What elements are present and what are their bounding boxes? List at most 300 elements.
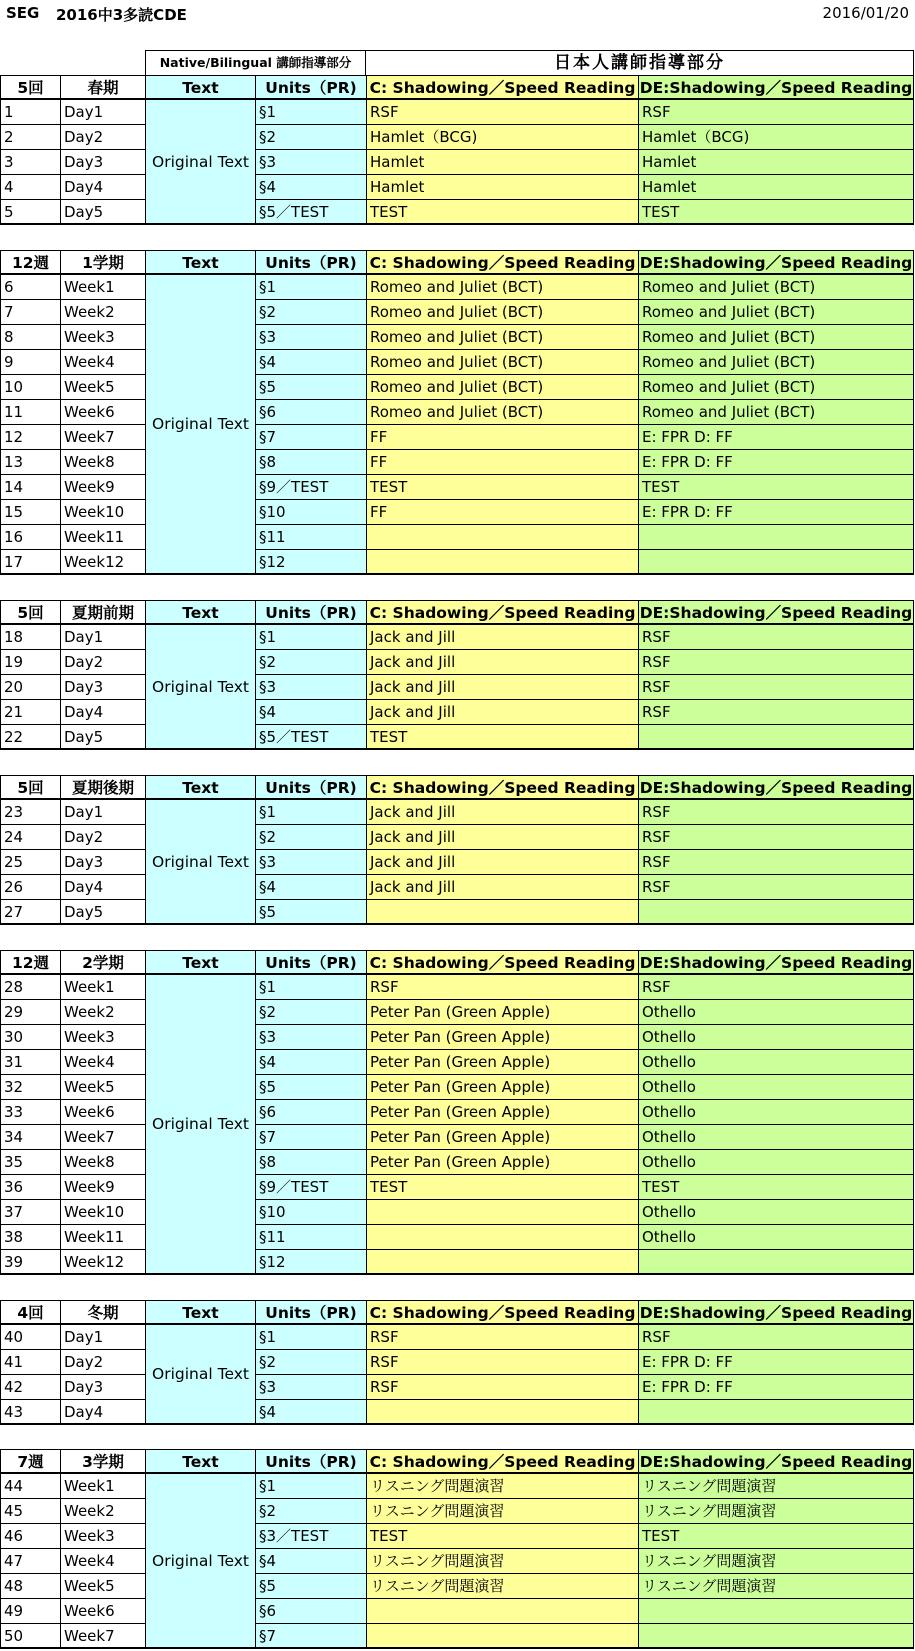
row-number: 4	[0, 175, 60, 200]
row-number: 25	[0, 850, 60, 875]
row-number: 17	[0, 550, 60, 575]
row-de-material: RSF	[638, 100, 914, 125]
column-header-c: C: Shadowing／Speed Reading	[366, 600, 638, 625]
row-unit: §5／TEST	[255, 725, 366, 750]
row-unit: §5	[255, 1574, 366, 1599]
row-number: 16	[0, 525, 60, 550]
row-unit: §2	[255, 300, 366, 325]
row-session: Week1	[60, 975, 145, 1000]
section-term: 夏期後期	[60, 775, 145, 800]
row-session: Week9	[60, 1175, 145, 1200]
original-text-cell: Original Text	[145, 800, 255, 925]
row-number: 12	[0, 425, 60, 450]
column-header-units: Units（PR)	[255, 250, 366, 275]
row-session: Week12	[60, 550, 145, 575]
row-c-material: リスニング問題演習	[366, 1499, 638, 1524]
column-header-text: Text	[145, 1449, 255, 1474]
row-number: 48	[0, 1574, 60, 1599]
row-de-material: RSF	[638, 625, 914, 650]
row-de-material: Hamlet	[638, 150, 914, 175]
row-unit: §4	[255, 175, 366, 200]
row-number: 5	[0, 200, 60, 225]
row-c-material: Jack and Jill	[366, 625, 638, 650]
row-c-material: Romeo and Juliet (BCT)	[366, 375, 638, 400]
row-c-material: Jack and Jill	[366, 800, 638, 825]
column-header-de: DE:Shadowing／Speed Reading	[638, 775, 914, 800]
column-header-c: C: Shadowing／Speed Reading	[366, 75, 638, 100]
row-number: 15	[0, 500, 60, 525]
row-de-material: リスニング問題演習	[638, 1574, 914, 1599]
row-unit: §6	[255, 1599, 366, 1624]
row-unit: §1	[255, 625, 366, 650]
row-session: Week10	[60, 500, 145, 525]
row-session: Day3	[60, 850, 145, 875]
row-number: 11	[0, 400, 60, 425]
row-unit: §1	[255, 100, 366, 125]
row-number: 30	[0, 1025, 60, 1050]
row-session: Week5	[60, 1574, 145, 1599]
row-de-material	[638, 525, 914, 550]
row-number: 22	[0, 725, 60, 750]
original-text-cell: Original Text	[145, 275, 255, 575]
row-number: 37	[0, 1200, 60, 1225]
row-session: Day3	[60, 1375, 145, 1400]
org-label: SEG	[6, 4, 40, 22]
original-text-cell: Original Text	[145, 1325, 255, 1425]
row-c-material: リスニング問題演習	[366, 1549, 638, 1574]
row-unit: §11	[255, 1225, 366, 1250]
section-term: 春期	[60, 75, 145, 100]
sheet-date: 2016/01/20	[822, 4, 909, 22]
row-number: 41	[0, 1350, 60, 1375]
row-session: Day4	[60, 175, 145, 200]
row-unit: §9／TEST	[255, 1175, 366, 1200]
row-c-material	[366, 900, 638, 925]
row-unit: §3	[255, 850, 366, 875]
row-number: 40	[0, 1325, 60, 1350]
row-c-material: Peter Pan (Green Apple)	[366, 1075, 638, 1100]
row-c-material: FF	[366, 500, 638, 525]
row-c-material	[366, 525, 638, 550]
row-c-material	[366, 1599, 638, 1624]
row-unit: §8	[255, 450, 366, 475]
row-c-material: RSF	[366, 975, 638, 1000]
row-number: 38	[0, 1225, 60, 1250]
row-number: 36	[0, 1175, 60, 1200]
row-session: Day1	[60, 100, 145, 125]
row-de-material: Othello	[638, 1025, 914, 1050]
row-session: Day5	[60, 725, 145, 750]
row-unit: §7	[255, 1624, 366, 1649]
row-number: 32	[0, 1075, 60, 1100]
row-session: Day1	[60, 1325, 145, 1350]
row-session: Week3	[60, 1025, 145, 1050]
column-header-c: C: Shadowing／Speed Reading	[366, 1449, 638, 1474]
row-de-material: RSF	[638, 975, 914, 1000]
row-session: Week8	[60, 450, 145, 475]
japanese-instructor-label: 日本人講師指導部分	[366, 50, 914, 75]
row-session: Day3	[60, 675, 145, 700]
row-session: Week8	[60, 1150, 145, 1175]
row-number: 49	[0, 1599, 60, 1624]
row-c-material: RSF	[366, 1325, 638, 1350]
row-session: Week7	[60, 1125, 145, 1150]
row-c-material: Peter Pan (Green Apple)	[366, 1125, 638, 1150]
row-session: Week4	[60, 1050, 145, 1075]
row-session: Week2	[60, 1499, 145, 1524]
row-session: Week5	[60, 375, 145, 400]
row-c-material: Jack and Jill	[366, 675, 638, 700]
column-header-units: Units（PR)	[255, 775, 366, 800]
row-number: 13	[0, 450, 60, 475]
row-unit: §3	[255, 325, 366, 350]
row-de-material	[638, 900, 914, 925]
row-c-material: Romeo and Juliet (BCT)	[366, 350, 638, 375]
row-de-material: Hamlet（BCG)	[638, 125, 914, 150]
row-number: 14	[0, 475, 60, 500]
row-de-material: RSF	[638, 675, 914, 700]
row-c-material	[366, 1225, 638, 1250]
row-de-material: リスニング問題演習	[638, 1499, 914, 1524]
row-c-material	[366, 1624, 638, 1649]
row-de-material: Romeo and Juliet (BCT)	[638, 400, 914, 425]
column-header-units: Units（PR)	[255, 75, 366, 100]
row-c-material: Hamlet	[366, 150, 638, 175]
row-number: 42	[0, 1375, 60, 1400]
column-header-c: C: Shadowing／Speed Reading	[366, 1300, 638, 1325]
row-de-material: E: FPR D: FF	[638, 1350, 914, 1375]
row-number: 20	[0, 675, 60, 700]
row-de-material: Othello	[638, 1150, 914, 1175]
row-number: 6	[0, 275, 60, 300]
row-de-material: Othello	[638, 1125, 914, 1150]
row-de-material: E: FPR D: FF	[638, 1375, 914, 1400]
column-header-de: DE:Shadowing／Speed Reading	[638, 75, 914, 100]
row-unit: §10	[255, 1200, 366, 1225]
row-session: Week12	[60, 1250, 145, 1275]
row-c-material: Hamlet（BCG)	[366, 125, 638, 150]
column-header-text: Text	[145, 950, 255, 975]
row-number: 7	[0, 300, 60, 325]
row-c-material: Romeo and Juliet (BCT)	[366, 300, 638, 325]
row-number: 28	[0, 975, 60, 1000]
row-unit: §1	[255, 975, 366, 1000]
row-unit: §4	[255, 875, 366, 900]
row-de-material	[638, 1599, 914, 1624]
row-session: Week11	[60, 525, 145, 550]
row-session: Day1	[60, 800, 145, 825]
row-unit: §4	[255, 1400, 366, 1425]
row-c-material: Jack and Jill	[366, 650, 638, 675]
row-number: 35	[0, 1150, 60, 1175]
row-de-material: Romeo and Juliet (BCT)	[638, 325, 914, 350]
row-unit: §5	[255, 900, 366, 925]
row-number: 21	[0, 700, 60, 725]
row-de-material	[638, 725, 914, 750]
row-unit: §4	[255, 700, 366, 725]
row-number: 45	[0, 1499, 60, 1524]
row-session: Week9	[60, 475, 145, 500]
row-unit: §9／TEST	[255, 475, 366, 500]
row-de-material: TEST	[638, 1524, 914, 1549]
row-session: Day2	[60, 1350, 145, 1375]
row-session: Week2	[60, 300, 145, 325]
row-number: 9	[0, 350, 60, 375]
row-de-material: Othello	[638, 1225, 914, 1250]
row-de-material	[638, 1400, 914, 1425]
section-term: 1学期	[60, 250, 145, 275]
row-c-material: Jack and Jill	[366, 700, 638, 725]
row-session: Day2	[60, 825, 145, 850]
row-unit: §2	[255, 1499, 366, 1524]
row-session: Week2	[60, 1000, 145, 1025]
row-de-material: TEST	[638, 1175, 914, 1200]
row-session: Day4	[60, 700, 145, 725]
row-c-material: Peter Pan (Green Apple)	[366, 1025, 638, 1050]
row-unit: §1	[255, 800, 366, 825]
row-unit: §6	[255, 1100, 366, 1125]
section-count: 5回	[0, 600, 60, 625]
row-c-material: Jack and Jill	[366, 850, 638, 875]
row-de-material: TEST	[638, 200, 914, 225]
row-de-material: Romeo and Juliet (BCT)	[638, 375, 914, 400]
row-unit: §5／TEST	[255, 200, 366, 225]
row-c-material: Jack and Jill	[366, 825, 638, 850]
native-instructor-label: Native/Bilingual 講師指導部分	[145, 50, 366, 75]
row-c-material: TEST	[366, 725, 638, 750]
column-header-text: Text	[145, 75, 255, 100]
row-c-material: FF	[366, 450, 638, 475]
row-number: 18	[0, 625, 60, 650]
column-header-text: Text	[145, 600, 255, 625]
row-de-material: RSF	[638, 850, 914, 875]
row-de-material: E: FPR D: FF	[638, 500, 914, 525]
sheet-title: 2016中3多読CDE	[56, 6, 187, 24]
row-session: Day2	[60, 650, 145, 675]
row-c-material: RSF	[366, 1375, 638, 1400]
row-unit: §5	[255, 375, 366, 400]
row-c-material: Peter Pan (Green Apple)	[366, 1100, 638, 1125]
row-de-material: Romeo and Juliet (BCT)	[638, 300, 914, 325]
row-unit: §2	[255, 825, 366, 850]
row-c-material: TEST	[366, 1175, 638, 1200]
row-session: Day4	[60, 875, 145, 900]
row-session: Week3	[60, 1524, 145, 1549]
row-c-material	[366, 1400, 638, 1425]
row-de-material: RSF	[638, 650, 914, 675]
row-number: 2	[0, 125, 60, 150]
original-text-cell: Original Text	[145, 625, 255, 750]
row-unit: §1	[255, 1325, 366, 1350]
row-de-material: Othello	[638, 1075, 914, 1100]
row-number: 19	[0, 650, 60, 675]
row-c-material: Jack and Jill	[366, 875, 638, 900]
row-c-material: TEST	[366, 1524, 638, 1549]
row-unit: §3	[255, 150, 366, 175]
row-c-material: Peter Pan (Green Apple)	[366, 1000, 638, 1025]
row-de-material: Othello	[638, 1100, 914, 1125]
row-session: Day5	[60, 200, 145, 225]
row-unit: §3／TEST	[255, 1524, 366, 1549]
row-unit: §1	[255, 1474, 366, 1499]
section-count: 12週	[0, 250, 60, 275]
section-count: 12週	[0, 950, 60, 975]
column-header-units: Units（PR)	[255, 1300, 366, 1325]
row-session: Week1	[60, 275, 145, 300]
row-number: 47	[0, 1549, 60, 1574]
row-c-material: リスニング問題演習	[366, 1474, 638, 1499]
row-de-material	[638, 1624, 914, 1649]
row-c-material: Hamlet	[366, 175, 638, 200]
column-header-de: DE:Shadowing／Speed Reading	[638, 1449, 914, 1474]
section-term: 3学期	[60, 1449, 145, 1474]
column-header-units: Units（PR)	[255, 1449, 366, 1474]
original-text-cell: Original Text	[145, 975, 255, 1275]
column-header-de: DE:Shadowing／Speed Reading	[638, 250, 914, 275]
row-number: 46	[0, 1524, 60, 1549]
row-unit: §5	[255, 1075, 366, 1100]
row-unit: §11	[255, 525, 366, 550]
row-unit: §4	[255, 350, 366, 375]
original-text-cell: Original Text	[145, 100, 255, 225]
row-de-material: Hamlet	[638, 175, 914, 200]
row-number: 1	[0, 100, 60, 125]
row-c-material: RSF	[366, 100, 638, 125]
row-unit: §1	[255, 275, 366, 300]
row-de-material	[638, 1250, 914, 1275]
row-de-material: TEST	[638, 475, 914, 500]
row-c-material: Romeo and Juliet (BCT)	[366, 275, 638, 300]
column-header-de: DE:Shadowing／Speed Reading	[638, 950, 914, 975]
row-number: 39	[0, 1250, 60, 1275]
row-session: Week10	[60, 1200, 145, 1225]
row-session: Day3	[60, 150, 145, 175]
row-session: Week6	[60, 1599, 145, 1624]
row-number: 43	[0, 1400, 60, 1425]
row-c-material: FF	[366, 425, 638, 450]
column-header-text: Text	[145, 1300, 255, 1325]
column-header-c: C: Shadowing／Speed Reading	[366, 950, 638, 975]
row-session: Day2	[60, 125, 145, 150]
row-de-material: RSF	[638, 800, 914, 825]
column-header-text: Text	[145, 250, 255, 275]
row-de-material: E: FPR D: FF	[638, 450, 914, 475]
row-session: Week6	[60, 1100, 145, 1125]
row-c-material	[366, 1200, 638, 1225]
row-session: Week5	[60, 1075, 145, 1100]
row-de-material: Othello	[638, 1000, 914, 1025]
row-session: Week7	[60, 1624, 145, 1649]
row-de-material: リスニング問題演習	[638, 1474, 914, 1499]
row-session: Day5	[60, 900, 145, 925]
row-number: 10	[0, 375, 60, 400]
column-header-de: DE:Shadowing／Speed Reading	[638, 600, 914, 625]
row-number: 26	[0, 875, 60, 900]
section-term: 2学期	[60, 950, 145, 975]
column-header-units: Units（PR)	[255, 600, 366, 625]
row-c-material: TEST	[366, 475, 638, 500]
row-unit: §12	[255, 550, 366, 575]
row-unit: §6	[255, 400, 366, 425]
row-session: Week7	[60, 425, 145, 450]
row-number: 33	[0, 1100, 60, 1125]
row-de-material: リスニング問題演習	[638, 1549, 914, 1574]
row-c-material	[366, 550, 638, 575]
row-unit: §2	[255, 1350, 366, 1375]
column-header-text: Text	[145, 775, 255, 800]
row-session: Week4	[60, 1549, 145, 1574]
row-unit: §8	[255, 1150, 366, 1175]
row-de-material: E: FPR D: FF	[638, 425, 914, 450]
row-number: 23	[0, 800, 60, 825]
row-de-material: RSF	[638, 700, 914, 725]
section-count: 4回	[0, 1300, 60, 1325]
row-session: Day4	[60, 1400, 145, 1425]
row-de-material: Romeo and Juliet (BCT)	[638, 350, 914, 375]
row-de-material: RSF	[638, 1325, 914, 1350]
row-number: 8	[0, 325, 60, 350]
row-de-material: RSF	[638, 825, 914, 850]
row-number: 31	[0, 1050, 60, 1075]
section-term: 夏期前期	[60, 600, 145, 625]
row-number: 44	[0, 1474, 60, 1499]
row-c-material: Peter Pan (Green Apple)	[366, 1150, 638, 1175]
row-c-material: TEST	[366, 200, 638, 225]
row-unit: §2	[255, 125, 366, 150]
row-de-material: RSF	[638, 875, 914, 900]
row-de-material: Othello	[638, 1200, 914, 1225]
row-c-material: Peter Pan (Green Apple)	[366, 1050, 638, 1075]
row-number: 34	[0, 1125, 60, 1150]
row-session: Week4	[60, 350, 145, 375]
row-c-material: Romeo and Juliet (BCT)	[366, 400, 638, 425]
row-session: Week6	[60, 400, 145, 425]
row-session: Week3	[60, 325, 145, 350]
row-unit: §2	[255, 650, 366, 675]
row-session: Day1	[60, 625, 145, 650]
row-unit: §10	[255, 500, 366, 525]
row-c-material: RSF	[366, 1350, 638, 1375]
section-count: 5回	[0, 75, 60, 100]
row-number: 27	[0, 900, 60, 925]
row-unit: §3	[255, 1025, 366, 1050]
row-unit: §7	[255, 1125, 366, 1150]
row-de-material	[638, 550, 914, 575]
row-unit: §4	[255, 1050, 366, 1075]
row-session: Week11	[60, 1225, 145, 1250]
row-unit: §3	[255, 1375, 366, 1400]
row-unit: §3	[255, 675, 366, 700]
row-de-material: Othello	[638, 1050, 914, 1075]
section-term: 冬期	[60, 1300, 145, 1325]
row-session: Week1	[60, 1474, 145, 1499]
column-header-c: C: Shadowing／Speed Reading	[366, 775, 638, 800]
column-header-units: Units（PR)	[255, 950, 366, 975]
row-number: 50	[0, 1624, 60, 1649]
row-c-material: Romeo and Juliet (BCT)	[366, 325, 638, 350]
row-c-material	[366, 1250, 638, 1275]
row-unit: §2	[255, 1000, 366, 1025]
row-unit: §12	[255, 1250, 366, 1275]
original-text-cell: Original Text	[145, 1474, 255, 1649]
column-header-c: C: Shadowing／Speed Reading	[366, 250, 638, 275]
section-count: 7週	[0, 1449, 60, 1474]
row-de-material: Romeo and Juliet (BCT)	[638, 275, 914, 300]
row-unit: §4	[255, 1549, 366, 1574]
row-number: 24	[0, 825, 60, 850]
row-c-material: リスニング問題演習	[366, 1574, 638, 1599]
row-number: 3	[0, 150, 60, 175]
